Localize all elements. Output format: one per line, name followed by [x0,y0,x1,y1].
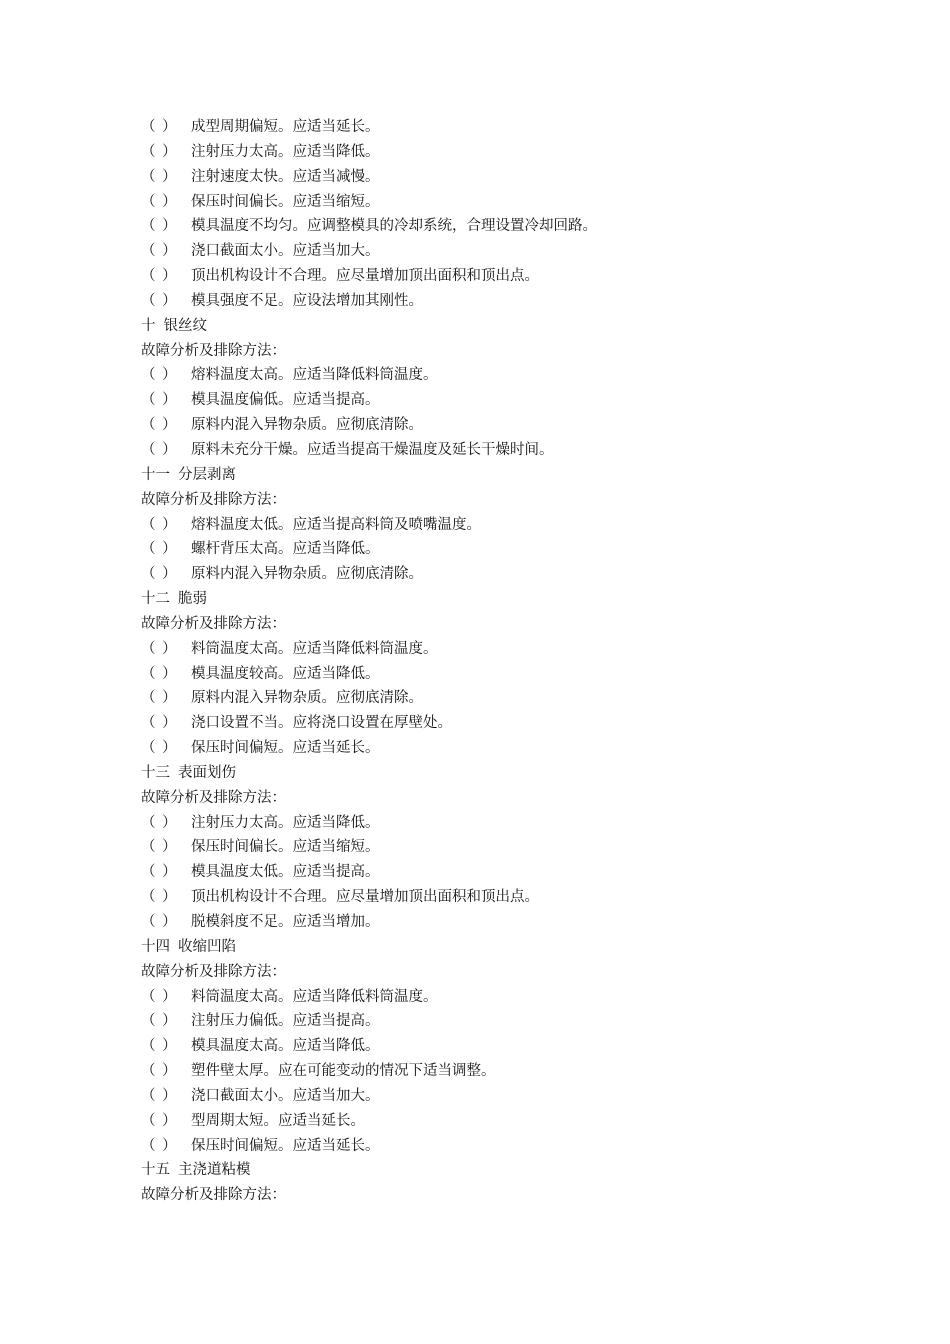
list-item-text: 浇口截面太小。应适当加大。 [191,1087,380,1104]
list-item-text: 保压时间偏长。应适当缩短。 [191,193,380,210]
list-item [141,637,901,662]
list-item-text: 熔料温度太低。应适当提高料筒及喷嘴温度。 [191,516,481,533]
list-item-text: 保压时间偏短。应适当延长。 [191,740,380,757]
list-item-text: 原料内混入异物杂质。应彻底清除。 [191,417,423,434]
answer-blank-parentheses: （ ） [141,1137,178,1154]
answer-blank-parentheses: （ ） [141,1087,178,1104]
section-heading [141,935,901,960]
answer-blank-parentheses: （ ） [141,889,178,906]
answer-blank-parentheses: （ ） [141,1112,178,1129]
list-item [141,438,901,463]
section-heading [141,587,901,612]
list-item [141,686,901,711]
list-item-text: 熔料温度太高。应适当降低料筒温度。 [191,367,438,384]
list-item-text: 浇口设置不当。应将浇口设置在厚壁处。 [191,715,452,732]
list-item-text: 模具温度偏低。应适当提高。 [191,392,380,409]
section-intro: 故障分析及排除方法： [141,491,286,508]
list-item-text: 脱模斜度不足。应适当增加。 [191,914,380,930]
list-item [141,239,901,264]
list-item [141,537,901,562]
list-item [141,190,901,215]
list-item [141,1084,901,1109]
list-item [141,289,901,314]
list-item [141,264,901,289]
list-item-text: 顶出机构设计不合理。应尽量增加顶出面积和顶出点。 [191,889,539,906]
list-item [141,413,901,438]
section-intro: 故障分析及排除方法： [141,1187,286,1204]
list-item-text: 模具温度太低。应适当提高。 [191,864,380,881]
section-heading [141,314,901,339]
list-item [141,1134,901,1159]
answer-blank-parentheses: （ ） [141,243,178,260]
list-item [141,140,901,165]
list-item [141,811,901,836]
list-item-text: 塑件壁太厚。应在可能变动的情况下适当调整。 [191,1063,496,1080]
answer-blank-parentheses: （ ） [141,665,178,682]
list-item [141,165,901,190]
answer-blank-parentheses: （ ） [141,168,178,185]
section-title: 银丝纹 [163,317,207,334]
list-item-text: 浇口截面太小。应适当加大。 [191,243,380,260]
answer-blank-parentheses: （ ） [141,566,178,583]
section-intro: 故障分析及排除方法： [141,615,286,632]
list-item-text: 模具温度较高。应适当降低。 [191,665,380,682]
answer-blank-parentheses: （ ） [141,690,178,707]
answer-blank-parentheses: （ ） [141,193,178,210]
answer-blank-parentheses: （ ） [141,268,178,285]
list-item [141,1059,901,1084]
list-item-text: 保压时间偏短。应适当延长。 [191,1137,380,1154]
list-item [141,736,901,761]
section-title: 表面划伤 [178,764,236,781]
list-item [141,1034,901,1059]
list-item-text: 注射压力太高。应适当降低。 [191,143,380,160]
section-title: 分层剥离 [178,466,236,483]
answer-blank-parentheses: （ ） [141,516,178,533]
answer-blank-parentheses: （ ） [141,814,178,831]
list-item-text: 原料内混入异物杂质。应彻底清除。 [191,566,423,583]
section-number: 十 [141,317,156,334]
list-item-text: 注射速度太快。应适当减慢。 [191,168,380,185]
list-item [141,1009,901,1034]
answer-blank-parentheses: （ ） [141,988,178,1005]
list-item [141,711,901,736]
list-item-text: 注射压力偏低。应适当提高。 [191,1013,380,1030]
list-item-text: 保压时间偏长。应适当缩短。 [191,839,380,856]
answer-blank-parentheses: （ ） [141,143,178,160]
list-item [141,1109,901,1134]
answer-blank-parentheses: （ ） [141,640,178,657]
list-item-text: 原料未充分干燥。应适当提高干燥温度及延长干燥时间。 [191,441,554,458]
list-item [141,115,901,140]
list-item [141,910,901,935]
list-item [141,835,901,860]
section-number: 十三 [141,764,170,781]
section-intro: 故障分析及排除方法： [141,342,286,359]
answer-blank-parentheses: （ ） [141,541,178,558]
section-number: 十四 [141,938,170,955]
list-item-text: 模具强度不足。应设法增加其刚性。 [191,292,423,309]
section-intro: 故障分析及排除方法： [141,963,286,980]
list-item [141,388,901,413]
section-title: 收缩凹陷 [178,938,236,955]
section-title: 脆弱 [178,591,207,608]
section-heading [141,463,901,488]
answer-blank-parentheses: （ ） [141,441,178,458]
list-item-text: 成型周期偏短。应适当延长。 [191,119,380,135]
answer-blank-parentheses: （ ） [141,1063,178,1080]
answer-blank-parentheses: （ ） [141,292,178,309]
list-item-text: 注射压力太高。应适当降低。 [191,814,380,831]
list-item [141,662,901,687]
section-number: 十二 [141,591,170,608]
answer-blank-parentheses: （ ） [141,715,178,732]
section-intro: 故障分析及排除方法： [141,789,286,806]
answer-blank-parentheses: （ ） [141,914,178,930]
section-number: 十一 [141,466,170,483]
list-item [141,363,901,388]
document-body [141,115,901,1208]
answer-blank-parentheses: （ ） [141,1038,178,1055]
list-item-text: 料筒温度太高。应适当降低料筒温度。 [191,988,438,1005]
list-item-text: 模具温度不均匀。应调整模具的冷却系统，合理设置冷却回路。 [191,218,597,235]
list-item-text: 螺杆背压太高。应适当降低。 [191,541,380,558]
section-heading [141,1158,901,1183]
list-item-text: 模具温度太高。应适当降低。 [191,1038,380,1055]
section-number: 十五 [141,1162,170,1179]
list-item [141,885,901,910]
list-item-text: 顶出机构设计不合理。应尽量增加顶出面积和顶出点。 [191,268,539,285]
list-item [141,860,901,885]
list-item [141,214,901,239]
answer-blank-parentheses: （ ） [141,740,178,757]
list-item [141,513,901,538]
list-item [141,562,901,587]
section-heading [141,761,901,786]
answer-blank-parentheses: （ ） [141,367,178,384]
answer-blank-parentheses: （ ） [141,218,178,235]
answer-blank-parentheses: （ ） [141,392,178,409]
list-item [141,985,901,1010]
answer-blank-parentheses: （ ） [141,839,178,856]
answer-blank-parentheses: （ ） [141,119,178,135]
list-item-text: 料筒温度太高。应适当降低料筒温度。 [191,640,438,657]
answer-blank-parentheses: （ ） [141,417,178,434]
section-title: 主浇道粘模 [178,1162,251,1179]
answer-blank-parentheses: （ ） [141,864,178,881]
list-item-text: 型周期太短。应适当延长。 [191,1112,365,1129]
answer-blank-parentheses: （ ） [141,1013,178,1030]
list-item-text: 原料内混入异物杂质。应彻底清除。 [191,690,423,707]
